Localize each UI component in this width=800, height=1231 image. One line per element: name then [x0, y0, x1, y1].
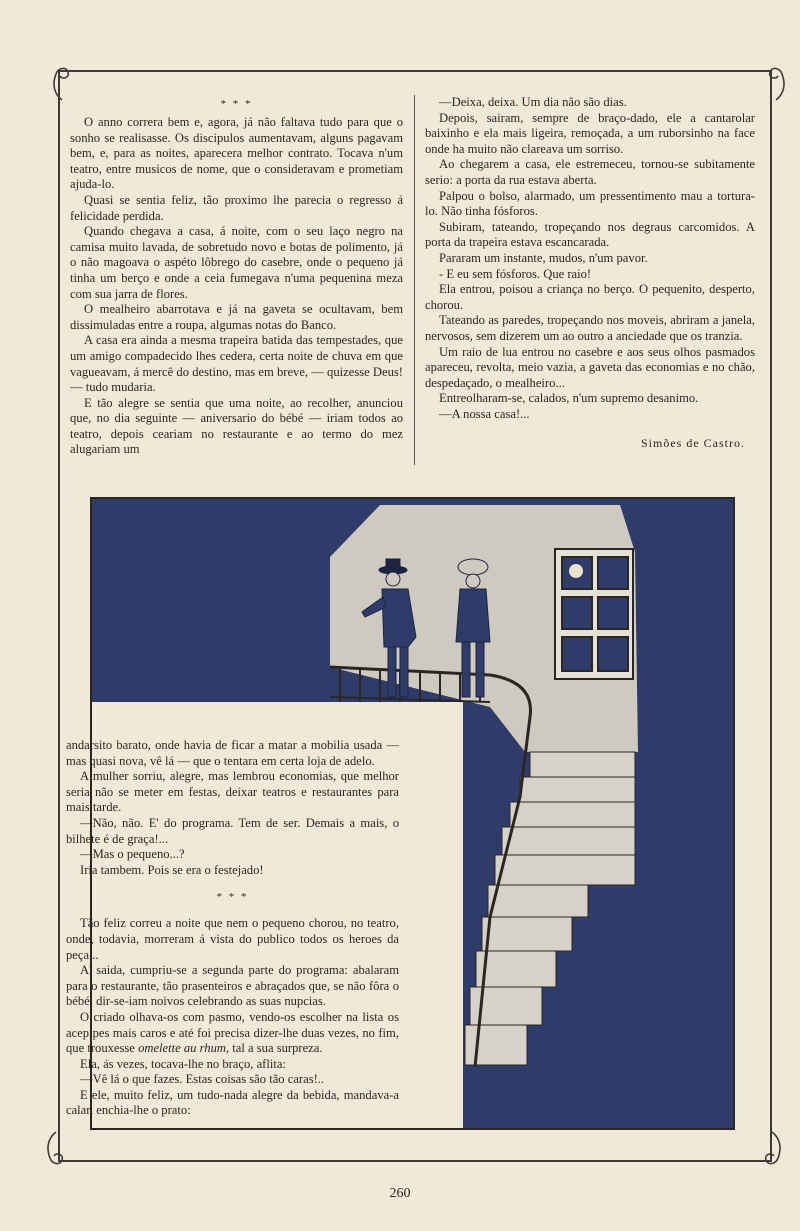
top-right-column — [425, 95, 755, 452]
paragraph: —Deixa, deixa. Um dia não são dias. — [439, 95, 627, 109]
paragraph: Um raio de lua entrou no casebre e aos seus olhos pasmados apareceu, revolta, meio vazia, a gaveta das economias e no chão, despedaçado, o mealheiro... — [425, 344, 755, 390]
paragraph: Ela entrou, poisou a criança no berço. O pequenito, desperto, chorou. — [425, 282, 755, 312]
paragraph-text: , tal a sua surpreza. — [225, 1041, 323, 1056]
ornament-bottom-left-icon — [44, 1130, 68, 1168]
paragraph: Quando chegava a casa, á noite, com o seu laço negro na camisa muito lavada, de sobretudo novo e botas de polimento, já o não magoava o aspéto lôbrego do casebre, onde o pequeno já tinha um berço e onde a ceia fumegava n'uma pequenina meza com sua jarra de flores. — [70, 224, 403, 301]
paragraph: Entreolharam-se, calados, n'um supremo desanimo. — [439, 391, 699, 406]
paragraph: Palpou o bolso, alarmado, um pressentimento mau a tortura-lo. Não tinha fósforos. — [425, 188, 755, 219]
ornament-bottom-right-icon — [760, 1130, 784, 1168]
paragraph: Subiram, tateando, tropeçando nos degraus carcomidos. A porta da trapeira estava escancarada. — [425, 219, 755, 250]
paragraph: E ele, muito feliz, um tudo-nada alegre da bebida, mandava-a calar, enchia-lhe o prato: — [66, 1087, 399, 1118]
paragraph: —Vê lá o que fazes. Estas coisas são tão caras!.. — [80, 1072, 325, 1087]
bottom-left-column — [66, 738, 399, 1119]
page-number: 260 — [389, 1186, 411, 1201]
paragraph: A' saida, cumpriu-se a segunda parte do programa: abalaram para o restaurante, tão prasenteiros e abraçados que, se não fôra o bébé, dir-se-iam noivos celebrando as suas nupcias. — [66, 963, 399, 1009]
dish-name: omelette au rhum — [138, 1041, 226, 1056]
paragraph: Ao chegarem a casa, ele estremeceu, tornou-se subitamente serio: a porta da rua estava aberta. — [425, 157, 755, 187]
paragraph: Iria tambem. Pois se era o festejado! — [80, 862, 264, 877]
paragraph: —A nossa casa!... — [439, 406, 530, 421]
paragraph: O mealheiro abarrotava e já na gaveta se ocultavam, bem dissimuladas entre a roupa, algumas notas do Banco. — [70, 302, 403, 332]
paragraph: E tão alegre se sentia que uma noite, ao recolher, anunciou que, no dia seguinte — aniversario do bébé — iriam todos ao teatro, depois ceariam no restaurante e ao termo do mez alugariam um — [70, 395, 403, 457]
section-divider: * * * — [220, 98, 253, 110]
column-rule-top — [414, 95, 415, 465]
section-divider: * * * — [216, 891, 249, 904]
paragraph: —Não, não. E' do programa. Tem de ser. Demais a mais, o bilhete é de graça!... — [66, 815, 399, 846]
paragraph-text: O criado olhava-os com pasmo, vendo-os escolher na lista os acepipes mais caros e até foi precisa dizer-lhe duas vezes, no fim, que trouxesse — [66, 1009, 399, 1056]
paragraph: Tão feliz correu a noite que nem o pequeno chorou, no teatro, onde, todavia, morreram á vista do publico todos os heroes da peça... — [66, 916, 399, 962]
paragraph: O anno correra bem e, agora, já não faltava tudo para que o sonho se realisasse. Os discipulos aumentavam, alguns pagavam bem, e, para as noites, aparecera melhor contrato. Tocava n'um teatro, entre musicos de nome, que o consideravam e prometiam ajuda-lo. — [70, 115, 403, 192]
paragraph: Depois, sairam, sempre de braço-dado, ele a cantarolar baixinho e ela mais ligeira, remoçada, a um ruborsinho na face onde ha muito não clareava um sorriso. — [425, 110, 755, 156]
paragraph: Quasi se sentia feliz, tão proximo lhe parecia o regresso á felicidade perdida. — [70, 192, 403, 223]
paragraph — [66, 1010, 399, 1057]
ornament-top-right-icon — [764, 64, 788, 102]
paragraph: A casa era ainda a mesma trapeira batida das tempestades, que um amigo compadecido lhes cedera, certa noite de chuva em que vagueavam, á mercê do destino, mas em breve, — quizesse Deus! — tudo mudaria. — [70, 333, 403, 395]
top-left-column — [70, 93, 403, 458]
paragraph: - E eu sem fósforos. Que raio! — [439, 266, 592, 281]
author-signature: Simões de Castro. — [641, 436, 745, 451]
paragraph: A mulher sorriu, alegre, mas lembrou economias, que melhor seria não se meter em festas, deixar teatros e restaurantes para mais tarde. — [66, 769, 399, 815]
paragraph: andarsito barato, onde havia de ficar a matar a mobilia usada — mas quasi nova, vê lá — que o tentara em certa loja de adelo. — [66, 738, 399, 768]
paragraph: Tateando as paredes, tropeçando nos moveis, abriram a janela, nervosos, sem dizerem um ao outro a anciedade que os tranzia. — [425, 313, 755, 343]
paragraph: Pararam um instante, mudos, n'um pavor. — [439, 250, 648, 265]
paragraph: —Mas o pequeno...? — [80, 847, 185, 862]
paragraph: Ela, ás vezes, tocava-lhe no braço, aflita: — [80, 1056, 286, 1071]
